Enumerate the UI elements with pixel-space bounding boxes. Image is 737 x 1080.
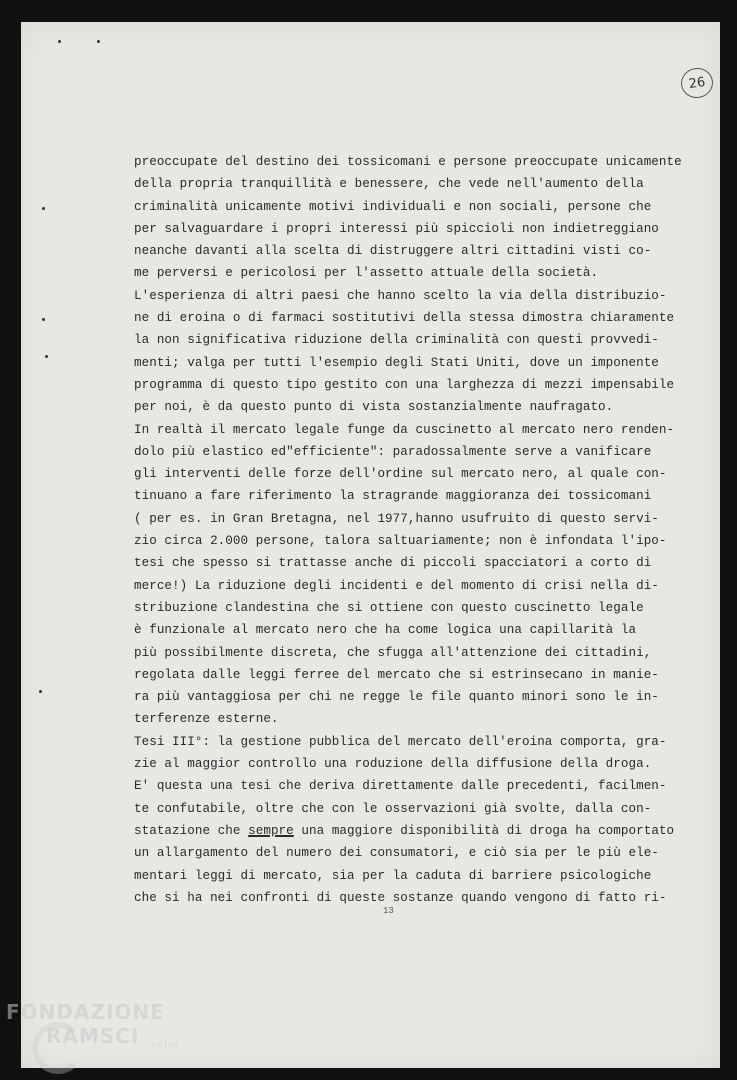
text-line: Tesi III°: la gestione pubblica del mercato dell'eroina comporta, gra- — [134, 734, 667, 749]
watermark-line3: onlus — [151, 1040, 181, 1050]
text-line: L'esperienza di altri paesi che hanno scelto la via della distribuzio- — [134, 288, 667, 303]
text-line: In realtà il mercato legale funge da cuscinetto al mercato nero renden- — [134, 422, 675, 437]
text-line: dolo più elastico ed"efficiente": paradossalmente serve a vanificare — [134, 444, 652, 459]
punch-mark — [97, 40, 100, 43]
underlined-word: sempre — [248, 823, 294, 838]
text-line: me perversi e pericolosi per l'assetto attuale della società. — [134, 266, 599, 281]
text-line: per noi, è da questo punto di vista sostanzialmente naufragato. — [134, 400, 614, 415]
text-line: tesi che spesso si trattasse anche di piccoli spacciatori a corto di — [134, 556, 652, 571]
text-line: E' questa una tesi che deriva direttamente dalle precedenti, facilmen- — [134, 779, 667, 794]
text-line: te confutabile, oltre che con le osservazioni già svolte, dalla con- — [134, 801, 652, 816]
text-line: più possibilmente discreta, che sfugga all'attenzione dei cittadini, — [134, 645, 652, 660]
typed-body-text — [134, 151, 694, 909]
text-line: mentari leggi di mercato, sia per la caduta di barriere psicologiche — [134, 868, 652, 883]
footer-number: 13 — [383, 906, 394, 916]
watermark-line1: FONDAZIONE — [6, 1000, 165, 1024]
fondazione-gramsci-watermark — [6, 1000, 181, 1050]
punch-mark — [58, 40, 61, 43]
punch-mark — [42, 207, 45, 210]
text-line: preoccupate del destino dei tossicomani e persone preoccupate unicamente — [134, 155, 682, 169]
text-line: che si ha nei confronti di queste sostanze quando vengono di fatto ri- — [134, 890, 667, 905]
watermark-line2: RAMSCI — [46, 1024, 140, 1048]
text-line: terferenze esterne. — [134, 712, 279, 727]
text-line: neanche davanti alla scelta di distruggere altri cittadini visti co- — [134, 244, 652, 259]
punch-mark — [42, 318, 45, 321]
text-line — [134, 820, 694, 842]
text-line: programma di questo tipo gestito con una larghezza di mezzi impensabile — [134, 377, 675, 392]
punch-mark — [39, 690, 42, 693]
text-line: della propria tranquillità e benessere, che vede nell'aumento della — [134, 177, 644, 192]
text-line: menti; valga per tutti l'esempio degli Stati Uniti, dove un imponente — [134, 355, 659, 370]
text-line: criminalità unicamente motivi individuali e non sociali, persone che — [134, 199, 652, 214]
text-line: la non significativa riduzione della criminalità con questi provvedi- — [134, 333, 659, 348]
text-line: è funzionale al mercato nero che ha come logica una capillarità la — [134, 623, 637, 638]
punch-mark — [45, 355, 48, 358]
text-line: stribuzione clandestina che si ottiene con questo cuscinetto legale — [134, 600, 644, 615]
text-line: ( per es. in Gran Bretagna, nel 1977,hanno usufruito di questo servi- — [134, 511, 659, 526]
text-fragment: una maggiore disponibilità di droga ha comportato — [293, 823, 675, 838]
text-line: tinuano a fare riferimento la stragrande maggioranza dei tossicomani — [134, 489, 652, 504]
document-page — [21, 22, 720, 1068]
text-line: regolata dalle leggi ferree del mercato che si estrinsecano in manie- — [134, 667, 659, 682]
page-number-stamp: 26 — [679, 66, 715, 100]
text-line: per salvaguardare i propri interessi più spiccioli non indietreggiano — [134, 221, 659, 236]
text-line: merce!) La riduzione degli incidenti e del momento di crisi nella di- — [134, 578, 659, 593]
text-line: ne di eroina o di farmaci sostitutivi della stessa dimostra chiaramente — [134, 311, 675, 326]
text-line: zie al maggior controllo una roduzione della diffusione della droga. — [134, 757, 652, 772]
text-line: ra più vantaggiosa per chi ne regge le file quanto minori sono le in- — [134, 690, 659, 705]
text-line: un allargamento del numero dei consumatori, e ciò sia per le più ele- — [134, 846, 659, 861]
text-fragment: statazione che — [134, 823, 249, 838]
text-line: gli interventi delle forze dell'ordine sul mercato nero, al quale con- — [134, 467, 667, 482]
text-line: zio circa 2.000 persone, talora saltuariamente; non è infondata l'ipo- — [134, 534, 667, 549]
